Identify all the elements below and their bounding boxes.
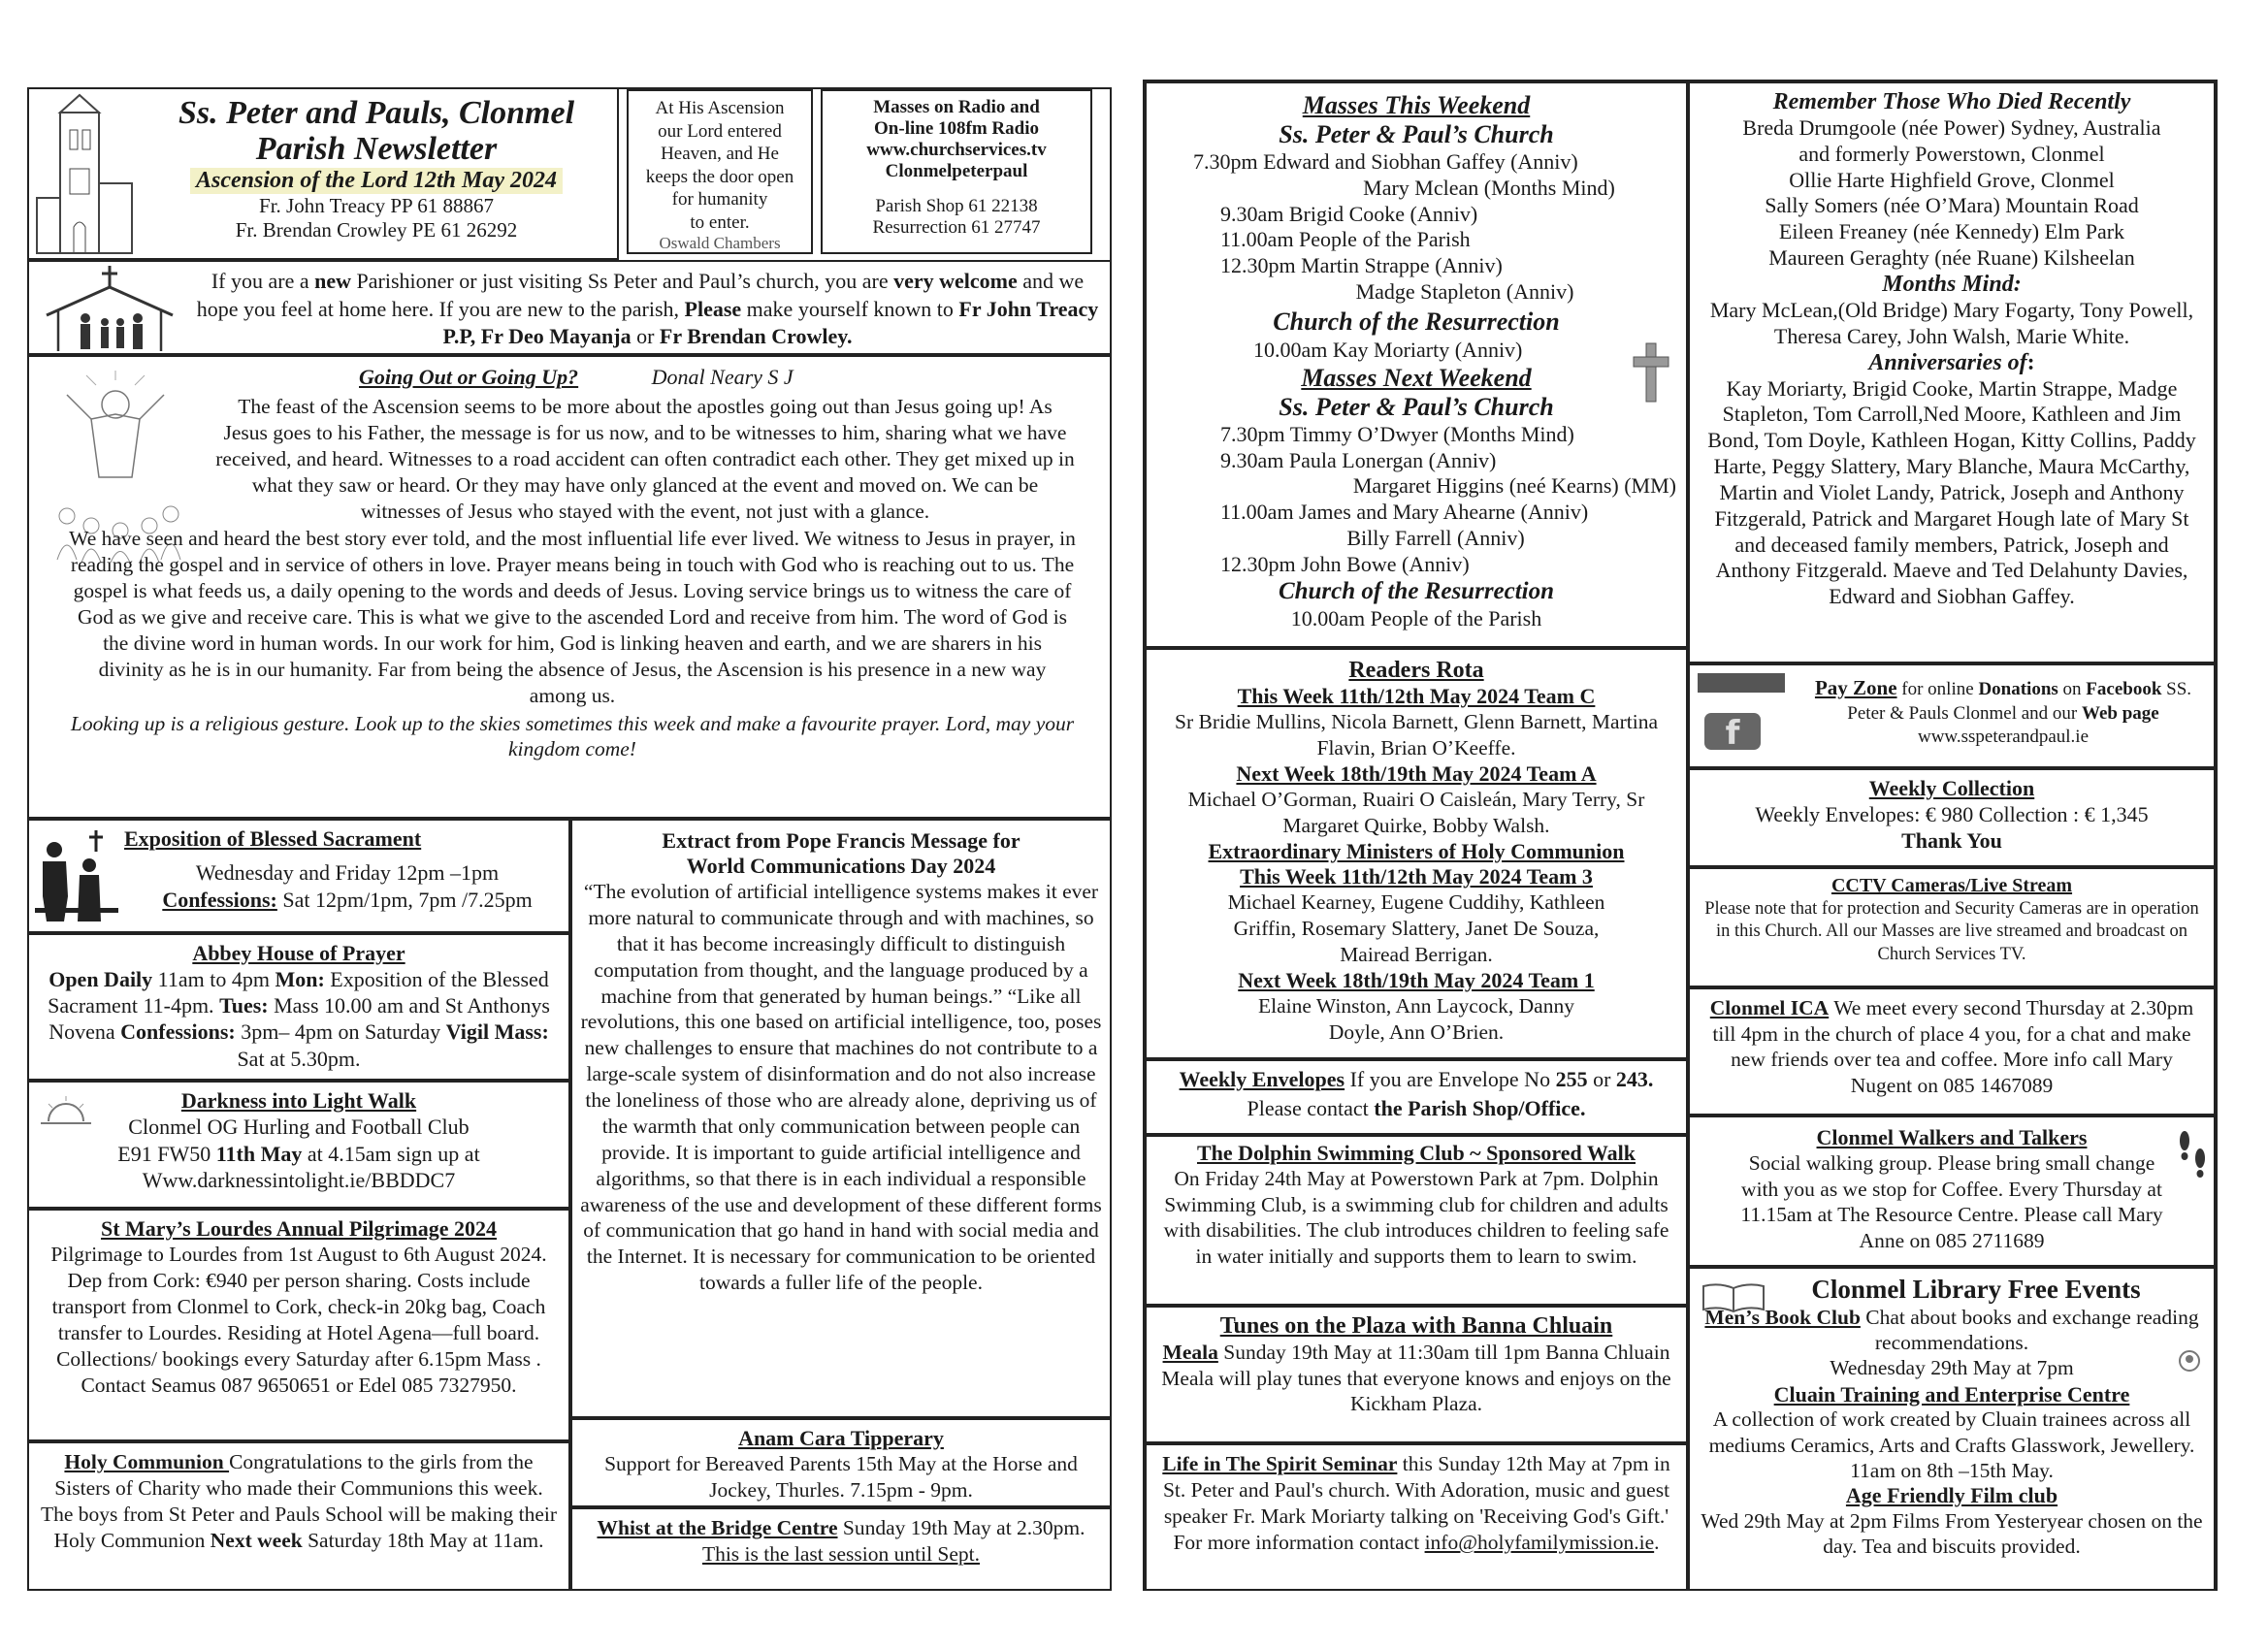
payzone-t1: for online xyxy=(1896,679,1979,699)
exposition-times: Wednesday and Friday 12pm –1pm xyxy=(195,859,500,885)
spirit-title: Life in The Spirit Seminar xyxy=(1162,1452,1398,1475)
mass-entry: Margaret Higgins (neé Kearns) (MM) xyxy=(1352,473,1676,499)
mass-entry: 9.30am Brigid Cooke (Anniv) xyxy=(1220,201,1478,226)
payzone-title[interactable]: Pay Zone xyxy=(1814,676,1897,699)
pope-text: “The evolution of artificial intelligence systems makes it ever more natural to communicate through and with machines, so that it has become increasingly difficult to distinguish computation from thought, and the language produced by a machine from that generated by human beings.” “Like all revolutions, this one based on artificial intelligence, too, poses new challenges to ensure that machines do not contribute to a large-scale system of disinformation and do not also increase the loneliness of those who are already alone, depriving us of the warmth that only communication between people can provide. It is important to guide artificial intelligence and algorithms, so that there is in each individual a responsible awareness of the use and development of these different forms of communication that go hand in hand with social media and the Internet. It is necessary for communication to be oriented towards a fuller life of the people. xyxy=(580,880,1102,1295)
open-book-icon xyxy=(1700,1280,1767,1313)
ministers-names-1: Elaine Winston, Ann Laycock, Danny Doyle, Ann O’Brien. xyxy=(1258,994,1574,1045)
welcome-box xyxy=(27,260,1112,355)
communion-body: Congratulations to the girls from the Sisters of Charity who made their Communions this week. The boys from St Peter and Pauls School will be making their Holy Communion xyxy=(40,1450,558,1553)
film-club-title: Age Friendly Film club xyxy=(1845,1483,2058,1508)
darkness-box xyxy=(27,1081,570,1209)
communion-date: Saturday 18th May at 11am. xyxy=(302,1529,544,1553)
mass-entry: 7.30pm Timmy O’Dwyer (Months Mind) xyxy=(1220,421,1574,446)
cctv-title: CCTV Cameras/Live Stream xyxy=(1831,875,2073,896)
cluain-text: A collection of work created by Cluain trainees across all mediums Ceramics, Arts and Crafts Glasswork, Jewellery. 11am on 8th –15th May. xyxy=(1708,1407,2195,1482)
masses-next-weekend-title: Masses Next Weekend xyxy=(1301,363,1532,392)
abbey-confessions-text: 3pm– 4pm on Saturday xyxy=(235,1019,446,1045)
mass-entry: Mary Mclean (Months Mind) xyxy=(1363,175,1615,200)
communion-title: Holy Communion xyxy=(64,1450,230,1473)
abbey-title: Abbey House of Prayer xyxy=(192,941,405,965)
collection-amounts: Weekly Envelopes: € 980 Collection : € 1,345 xyxy=(1755,801,2149,826)
tunes-box xyxy=(1145,1306,1688,1443)
dolphin-box xyxy=(1145,1135,1688,1306)
spirit-seminar-box xyxy=(1145,1443,1688,1591)
newsletter-title: Ss. Peter and Pauls, Clonmel xyxy=(178,95,575,131)
tunes-text xyxy=(1156,1340,1676,1417)
confessions-times xyxy=(124,887,570,914)
ica-box xyxy=(1688,987,2216,1116)
quote-line: to enter. xyxy=(690,211,750,233)
article-paragraph-1: The feast of the Ascension seems to be more about the apostles going out than Jesus going up! As Jesus goes to his Father, the message is for us now, and to be witnesses to him, sharing what we have received, and heard. Witnesses to a road accident can often contradict each other. They get mixed up in what they saw or heard. Or they may have only glanced at the event and moved on. We can be witnesses of Jesus who stayed with the event, not just with a glance. xyxy=(215,395,1075,523)
library-title: Clonmel Library Free Events xyxy=(1811,1275,2141,1304)
article-body xyxy=(68,394,1077,762)
article-paragraph-2: We have seen and heard the best story ever told, and the most influential life ever lived. We witness to Jesus in prayer, in reading the gospel and in service of others in love. Prayer means being in touch with God who is reaching out to us. The gospel is what feeds us, a daily opening to the words and deeds of Jesus. Loving service brings us to witness the care of God as we give and receive care. This is what we give to the ascended Lord and receive from him. The word of God is the divine word in human words. In our work for him, God is linking heaven and earth, and we are sharers in his divinity as he is in our humanity. Far from being the absence of Jesus, the Ascension is his presence in a new way among us. xyxy=(69,527,1076,707)
pope-title-2: World Communications Day 2024 xyxy=(686,854,996,878)
payzone-t5: SS. Peter & Pauls Clonmel and our xyxy=(1847,679,2192,724)
exposition-title: Exposition of Blessed Sacrament xyxy=(124,826,422,851)
whist-date: Sunday 19th May at 2.30pm. xyxy=(837,1516,1085,1539)
radio-masses-box xyxy=(821,89,1092,254)
library-globe-icon xyxy=(2175,1346,2204,1375)
mass-entry: Madge Stapleton (Anniv) xyxy=(1355,279,1574,305)
radio-line: Masses on Radio and xyxy=(873,97,1040,117)
welcome-please: Please xyxy=(684,296,742,321)
article-paragraph-3: Looking up is a religious gesture. Look up to the skies sometimes this week and make a favourite prayer. Lord, may your kingdom come! xyxy=(70,711,1075,761)
whist-text xyxy=(580,1515,1102,1568)
welcome-very-welcome: very welcome xyxy=(893,269,1018,293)
mass-entry: 12.30pm Martin Strappe (Anniv) xyxy=(1220,253,1503,278)
darkness-url[interactable]: Www.darknessintolight.ie/BBDDC7 xyxy=(142,1168,456,1193)
readers-rota-box xyxy=(1145,648,1688,1059)
article-heading xyxy=(359,365,1106,390)
radio-url: www.churchservices.tv xyxy=(866,140,1047,160)
abbey-open-daily: Open Daily xyxy=(49,966,153,991)
tunes-title: Tunes on the Plaza with Banna Chluain xyxy=(1219,1313,1613,1339)
collection-thanks: Thank You xyxy=(1901,827,2002,853)
ministers-names-3: Michael Kearney, Eugene Cuddihy, Kathleen Griffin, Rosemary Slattery, Janet De Souza, Mairead Berrigan. xyxy=(1227,890,1605,967)
radio-line: On-line 108fm Radio xyxy=(874,118,1039,139)
readers-week-a: Next Week 18th/19th May 2024 Team A xyxy=(1236,761,1597,787)
abbey-tues-text: Mass 10.00 am and St Anthonys Novena xyxy=(49,993,550,1045)
cross-icon xyxy=(1630,341,1672,404)
weekly-envelopes-box xyxy=(1145,1059,1688,1135)
welcome-t3: Parishioner or just visiting Ss Peter and Paul’s church, you are xyxy=(351,269,894,293)
darkness-details xyxy=(37,1141,561,1168)
mass-entry: 10.00am Kay Moriarty (Anniv) xyxy=(1253,337,1523,362)
newsletter-header xyxy=(27,87,619,260)
envelopes-contact: the Parish Shop/Office. xyxy=(1374,1095,1586,1120)
walkers-text: Social walking group. Please bring small change with you as we stop for Coffee. Every Thursday at 11.15am at The Resource Centre. Please call Mary Anne on 085 2711689 xyxy=(1740,1150,2163,1252)
pope-title-1: Extract from Pope Francis Message for xyxy=(662,828,1021,853)
collection-box xyxy=(1688,768,2216,867)
darkness-date: 11th May xyxy=(215,1141,303,1166)
church-resurrection-next: Church of the Resurrection xyxy=(1278,577,1555,604)
prayer-figures-icon xyxy=(33,828,120,925)
readers-names-a: Michael O’Gorman, Ruairi O Caisleán, Mary Terry, Sr Margaret Quirke, Bobby Walsh. xyxy=(1187,788,1645,838)
resurrection-phone: Resurrection 61 27747 xyxy=(872,217,1041,238)
anam-cara-title: Anam Cara Tipperary xyxy=(738,1426,944,1450)
abbey-mon-text: Exposition of the Blessed Sacrament 11-4pm. xyxy=(48,966,549,1018)
darkness-title: Darkness into Light Walk xyxy=(180,1088,417,1113)
quote-author: Oswald Chambers xyxy=(659,234,781,253)
envelopes-t3: Please contact xyxy=(1247,1095,1375,1120)
church-family-icon xyxy=(37,262,182,355)
payzone-facebook: Facebook xyxy=(2086,679,2162,699)
film-club-text: Wed 29th May at 2pm Films From Yesteryear chosen on the day. Tea and biscuits provided. xyxy=(1701,1509,2203,1559)
welcome-or: or xyxy=(631,324,660,349)
abbey-confessions-label: Confessions: xyxy=(120,1019,236,1045)
mass-entry: 7.30pm Edward and Siobhan Gaffey (Anniv) xyxy=(1193,149,1578,174)
walkers-box xyxy=(1688,1116,2216,1267)
church-ss-peter-paul: Ss. Peter & Paul’s Church xyxy=(1279,120,1554,148)
article-title: Going Out or Going Up? xyxy=(359,365,579,389)
whist-box xyxy=(570,1507,1112,1591)
payzone-text xyxy=(1797,675,2210,750)
anniversaries-names: Kay Moriarty, Brigid Cooke, Martin Strappe, Madge Stapleton, Tom Carroll,Ned Moore, Kathleen and Jim Bond, Tom Doyle, Kathleen Hogan, Kitty Collins, Paddy Harte, Peggy Slattery, Mary Blanche, Maura McCarthy, Martin and Violet Landy, Patrick, Joseph and Anthony Fitzgerald, Patrick and Margaret Hough late of Mary St and deceased family members, Patrick, Joseph and Anthony Fitzgerald. Maeve and Ted Delahunty Davies, Edward and Siobhan Gaffey. xyxy=(1707,375,2196,609)
deceased-entry: Maureen Geraghty (née Ruane) Kilsheelan xyxy=(1768,245,2135,271)
deceased-entry: and formerly Powerstown, Clonmel xyxy=(1798,141,2105,166)
pope-message-box xyxy=(570,819,1112,1418)
mass-entry: 10.00am People of the Parish xyxy=(1290,605,1542,630)
sunrise-icon xyxy=(37,1092,95,1131)
quote-line: keeps the door open xyxy=(645,166,794,187)
tunes-body: Sunday 19th May at 11:30am till 1pm Banna Chluain Meala will play tunes that everyone knows and enjoys on the Kickham Plaza. xyxy=(1161,1341,1671,1416)
quote-line: our Lord entered xyxy=(658,120,782,142)
payzone-box xyxy=(1688,663,2216,768)
communion-text xyxy=(37,1449,561,1554)
remember-title: Remember Those Who Died Recently xyxy=(1772,89,2131,114)
abbey-tues-label: Tues: xyxy=(219,993,269,1018)
radio-line: Clonmelpeterpaul xyxy=(885,161,1028,181)
darkness-signup: at 4.15am sign up at xyxy=(302,1141,480,1166)
masses-this-weekend-title: Masses This Weekend xyxy=(1302,91,1531,119)
book-club-body: Chat about books and exchange reading recommendations. xyxy=(1860,1306,2199,1355)
tunes-meala: Meala xyxy=(1162,1341,1218,1364)
abbey-vigil-text: Sat at 5.30pm. xyxy=(237,1046,361,1071)
welcome-text xyxy=(194,268,1101,351)
welcome-priests: Fr John Treacy P.P, Fr Deo Mayanja xyxy=(442,296,1099,349)
welcome-crowley: Fr Brendan Crowley. xyxy=(659,324,853,349)
envelopes-or: or xyxy=(1587,1067,1616,1091)
spirit-body: this Sunday 12th May at 7pm in St. Peter and Paul's church. With Adoration, music and guest speaker Fr. Mark Moriarty talking on 'Receiving God's Gift.' For more information contact xyxy=(1162,1452,1670,1555)
welcome-t1: If you are a xyxy=(211,269,315,293)
deceased-entry: Breda Drumgoole (née Power) Sydney, Australia xyxy=(1742,115,2161,140)
welcome-t7: make yourself known to xyxy=(741,296,959,321)
quote-line: Heaven, and He xyxy=(661,144,779,165)
anniversaries-colon: : xyxy=(2026,349,2035,375)
priest-emeritus-contact: Fr. Brendan Crowley PE 61 26292 xyxy=(235,217,518,242)
payzone-web-page: Web page xyxy=(2082,702,2159,724)
lourdes-box xyxy=(27,1209,570,1441)
parish-priest-contact: Fr. John Treacy PP 61 88867 xyxy=(259,193,494,217)
envelopes-title: Weekly Envelopes xyxy=(1179,1067,1345,1091)
ministers-week-1: Next Week 18th/19th May 2024 Team 1 xyxy=(1238,968,1595,993)
facebook-icon[interactable] xyxy=(1703,712,1762,751)
abbey-hours: 11am to 4pm xyxy=(152,966,275,991)
svg-text:f: f xyxy=(1725,714,1740,751)
ministers-title: Extraordinary Ministers of Holy Communion xyxy=(1208,839,1625,864)
months-mind-title: Months Mind: xyxy=(1882,271,2022,297)
collection-title: Weekly Collection xyxy=(1868,776,2035,800)
payzone-donations: Donations xyxy=(1978,679,2058,699)
parish-shop-phone: Parish Shop 61 22138 xyxy=(875,196,1038,216)
book-club-text xyxy=(1700,1305,2204,1355)
dolphin-title: The Dolphin Swimming Club ~ Sponsored Walk xyxy=(1196,1141,1636,1165)
walkers-title: Clonmel Walkers and Talkers xyxy=(1816,1125,2088,1149)
mass-entry: Billy Farrell (Anniv) xyxy=(1346,526,1525,550)
dolphin-text: On Friday 24th May at Powerstown Park at 7pm. Dolphin Swimming Club, is a swimming club for children and adults with disabilities. The club introduces children to feeling safe in water initially and supports them to learn to swim. xyxy=(1163,1166,1669,1268)
envelope-number-2: 243. xyxy=(1615,1067,1654,1091)
darkness-club: Clonmel OG Hurling and Football Club xyxy=(128,1114,470,1139)
payzone-url[interactable]: www.sspeterandpaul.ie xyxy=(1917,727,2090,748)
confessions-label: Confessions: xyxy=(162,887,277,912)
envelopes-t1: If you are Envelope No xyxy=(1345,1067,1556,1091)
darkness-eircode: E91 FW50 xyxy=(117,1141,216,1166)
welcome-t5: and we hope you feel at home here. If you are new to the parish, xyxy=(196,269,1085,321)
masses-box xyxy=(1145,81,1688,648)
welcome-new: new xyxy=(314,269,351,293)
ica-title: Clonmel ICA xyxy=(1709,996,1830,1019)
envelopes-text xyxy=(1160,1065,1672,1123)
mass-entry: 11.00am People of the Parish xyxy=(1220,227,1471,252)
abbey-vigil-label: Vigil Mass: xyxy=(445,1019,549,1045)
lourdes-text: Pilgrimage to Lourdes from 1st August to 6th August 2024. Dep from Cork: €940 per person sharing. Costs include transport from Clonmel to Cork, check-in 20kg bag, Coach transfer to Lourdes. Residing at Hotel Agena—full board. Collections/ bookings every Saturday after 6.15pm Mass . Contact Seamus 087 9650651 or Edel 085 7327950. xyxy=(50,1242,547,1398)
communion-next-week: Next week xyxy=(210,1529,303,1553)
newsletter-subtitle: Parish Newsletter xyxy=(255,131,498,168)
readers-names-c: Sr Bridie Mullins, Nicola Barnett, Glenn Barnett, Martina Flavin, Brian O’Keeffe. xyxy=(1175,709,1658,760)
main-article xyxy=(27,355,1112,819)
cluain-title: Cluain Training and Enterprise Centre xyxy=(1773,1381,2130,1406)
book-club-title: Men’s Book Club xyxy=(1704,1306,1861,1329)
abbey-box xyxy=(27,933,570,1081)
confessions-text: Sat 12pm/1pm, 7pm /7.25pm xyxy=(276,887,533,912)
footprints-icon xyxy=(2173,1125,2212,1183)
readers-week-c: This Week 11th/12th May 2024 Team C xyxy=(1237,684,1596,708)
cctv-text: Please note that for protection and Security Cameras are in operation in this Church. All our Masses are live streamed and broadcast on Church Services TV. xyxy=(1704,898,2199,964)
ica-text xyxy=(1700,995,2204,1099)
cctv-box xyxy=(1688,867,2216,987)
anniversaries-title: Anniversaries of xyxy=(1868,349,2027,375)
communion-box xyxy=(27,1441,570,1591)
church-tower-icon xyxy=(31,91,138,258)
abbey-mon-label: Mon: xyxy=(275,966,325,991)
whist-last-session: This is the last session until Sept. xyxy=(701,1542,981,1567)
spirit-email-link[interactable]: info@holyfamilymission.ie xyxy=(1424,1531,1655,1555)
spirit-text xyxy=(1156,1451,1676,1556)
lourdes-title: St Mary’s Lourdes Annual Pilgrimage 2024 xyxy=(100,1216,498,1241)
church-resurrection: Church of the Resurrection xyxy=(1273,307,1560,336)
library-box xyxy=(1688,1267,2216,1591)
quote-line: for humanity xyxy=(671,189,768,210)
exposition-box xyxy=(27,819,570,933)
anniversaries-heading xyxy=(1700,350,2204,376)
article-author: Donal Neary S J xyxy=(651,365,794,389)
anam-cara-box xyxy=(570,1418,1112,1507)
deceased-entry: Sally Somers (née O’Mara) Mountain Road xyxy=(1765,193,2139,218)
book-club-date: Wednesday 29th May at 7pm xyxy=(1830,1356,2074,1380)
deceased-entry: Ollie Harte Highfield Grove, Clonmel xyxy=(1789,167,2115,192)
abbey-text xyxy=(37,966,561,1072)
envelope-number-1: 255 xyxy=(1555,1067,1588,1091)
months-mind-names: Mary McLean,(Old Bridge) Mary Fogarty, Tony Powell, Theresa Carey, John Walsh, Marie White. xyxy=(1709,297,2194,348)
newsletter-date: Ascension of the Lord 12th May 2024 xyxy=(190,168,563,194)
mass-entry: 12.30pm John Bowe (Anniv) xyxy=(1220,551,1470,576)
whist-title: Whist at the Bridge Centre xyxy=(597,1516,838,1539)
quote-line: At His Ascension xyxy=(655,98,785,118)
spirit-end: . xyxy=(1654,1531,1660,1555)
ministers-week-3: This Week 11th/12th May 2024 Team 3 xyxy=(1240,864,1593,889)
readers-rota-title: Readers Rota xyxy=(1348,658,1484,683)
church-ss-peter-paul-next: Ss. Peter & Paul’s Church xyxy=(1279,392,1554,421)
mass-entry: 11.00am James and Mary Ahearne (Anniv) xyxy=(1220,500,1589,525)
ascension-quote xyxy=(627,89,813,254)
anam-cara-text: Support for Bereaved Parents 15th May at the Horse and Jockey, Thurles. 7.15pm - 9pm. xyxy=(604,1451,1078,1503)
deceased-entry: Eileen Freaney (née Kennedy) Elm Park xyxy=(1778,219,2125,244)
facebook-banner-icon xyxy=(1698,673,1785,693)
remember-box xyxy=(1688,81,2216,663)
mass-entry: 9.30am Paula Lonergan (Anniv) xyxy=(1220,447,1497,472)
ica-body: We meet every second Thursday at 2.30pm till 4pm in the church of place 4 you, for a chat and make new friends over tea and coffee. More info call Mary Nugent on 085 1467089 xyxy=(1712,996,2194,1097)
payzone-on: on xyxy=(2057,679,2087,699)
